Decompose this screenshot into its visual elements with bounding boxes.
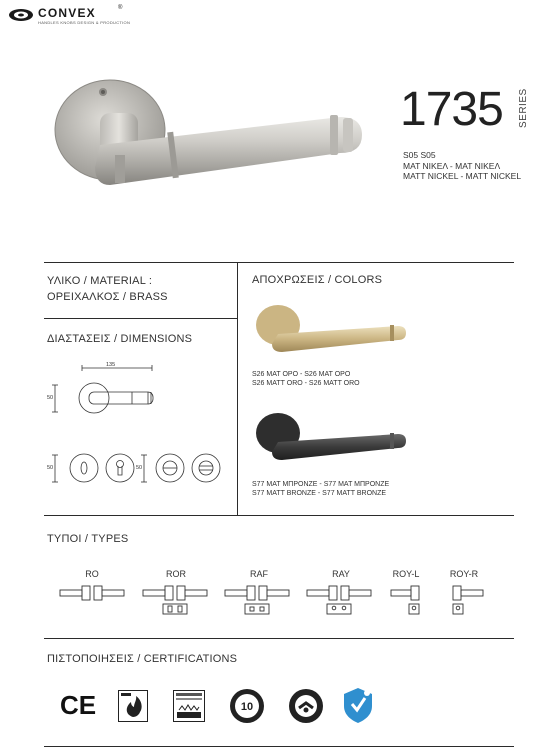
color-caption — [252, 370, 360, 388]
warranty-10-years-icon — [228, 688, 266, 724]
brand-registered-mark: ® — [118, 5, 123, 11]
type-label: ROR — [166, 569, 186, 579]
brand-tagline: HANDLES KNOBS DESIGN & PRODUCTION — [38, 20, 131, 25]
type-roy-r-icon — [453, 586, 483, 614]
ce-mark-icon: CE — [60, 690, 97, 720]
type-roy-l-icon — [391, 586, 419, 614]
colors-heading: ΑΠΟΧΡΩΣΕΙΣ / COLORS — [252, 274, 383, 286]
type-label: RAF — [250, 569, 268, 579]
dimension-height: 50 — [136, 465, 143, 471]
finish-line: ΜΑΤ ΝΙΚΕΛ - ΜΑΤ ΝΙΚΕΛ — [403, 160, 501, 171]
dimension-height: 50 — [47, 395, 54, 401]
finish-line: S05 S05 — [403, 150, 436, 160]
divider — [44, 638, 514, 639]
divider — [44, 262, 514, 263]
divider — [237, 262, 238, 515]
material-label: ΥΛΙΚΟ / MATERIAL : — [47, 275, 153, 287]
quality-seal-icon — [288, 688, 324, 724]
divider — [44, 318, 237, 319]
color-caption — [252, 480, 389, 498]
color-name-en: S26 MATT ORO - S26 MATT ORO — [252, 380, 360, 387]
type-label: RAY — [332, 569, 350, 579]
handle-swatch-bronze — [250, 408, 410, 468]
product-finish — [403, 150, 521, 182]
dimension-length: 135 — [106, 362, 116, 368]
product-number: 1735 — [400, 83, 503, 136]
types-drawings — [55, 582, 495, 616]
brand-logo — [8, 6, 148, 28]
handle-swatch-gold — [250, 300, 410, 360]
material-value: ΟΡΕΙΧΑΛΚΟΣ / BRASS — [47, 291, 168, 303]
finish-line: MATT NICKEL - MATT NICKEL — [403, 171, 522, 181]
corrosion-test-icon — [173, 690, 205, 722]
type-label: ROY-L — [392, 569, 420, 579]
certifications-heading: ΠΙΣΤΟΠΟΙΗΣΕΙΣ / CERTIFICATIONS — [47, 653, 238, 665]
antibacterial-shield-icon — [342, 686, 374, 724]
brand-name: CONVEX — [38, 6, 96, 20]
types-heading: ΤΥΠΟΙ / TYPES — [47, 533, 129, 545]
type-label: ROY-R — [449, 569, 479, 579]
type-raf-icon — [225, 586, 289, 614]
warranty-years: 10 — [240, 701, 254, 713]
color-name-gr: S26 ΜΑΤ ΟΡΟ - S26 ΜΑΤ ΟΡΟ — [252, 371, 351, 378]
type-ror-icon — [143, 586, 207, 614]
color-name-gr: S77 ΜΑΤ ΜΠΡΟΝΖΕ - S77 ΜΑΤ ΜΠΡΟΝΖΕ — [252, 481, 390, 488]
dimension-height: 50 — [47, 465, 54, 471]
divider — [44, 515, 514, 516]
dimensions-heading: ΔΙΑΣΤΑΣΕΙΣ / DIMENSIONS — [47, 333, 193, 345]
series-label: SERIES — [518, 88, 529, 128]
type-ro-icon — [60, 586, 124, 600]
dimensions-drawing — [44, 360, 234, 510]
fire-rated-icon — [118, 690, 148, 722]
color-name-en: S77 MATT BRONZE - S77 MATT BRONZE — [252, 490, 387, 497]
hero-handle-image — [40, 55, 380, 220]
type-label: RO — [85, 569, 99, 579]
type-ray-icon — [307, 586, 371, 614]
divider — [44, 746, 514, 747]
convex-logo-icon — [8, 8, 34, 22]
